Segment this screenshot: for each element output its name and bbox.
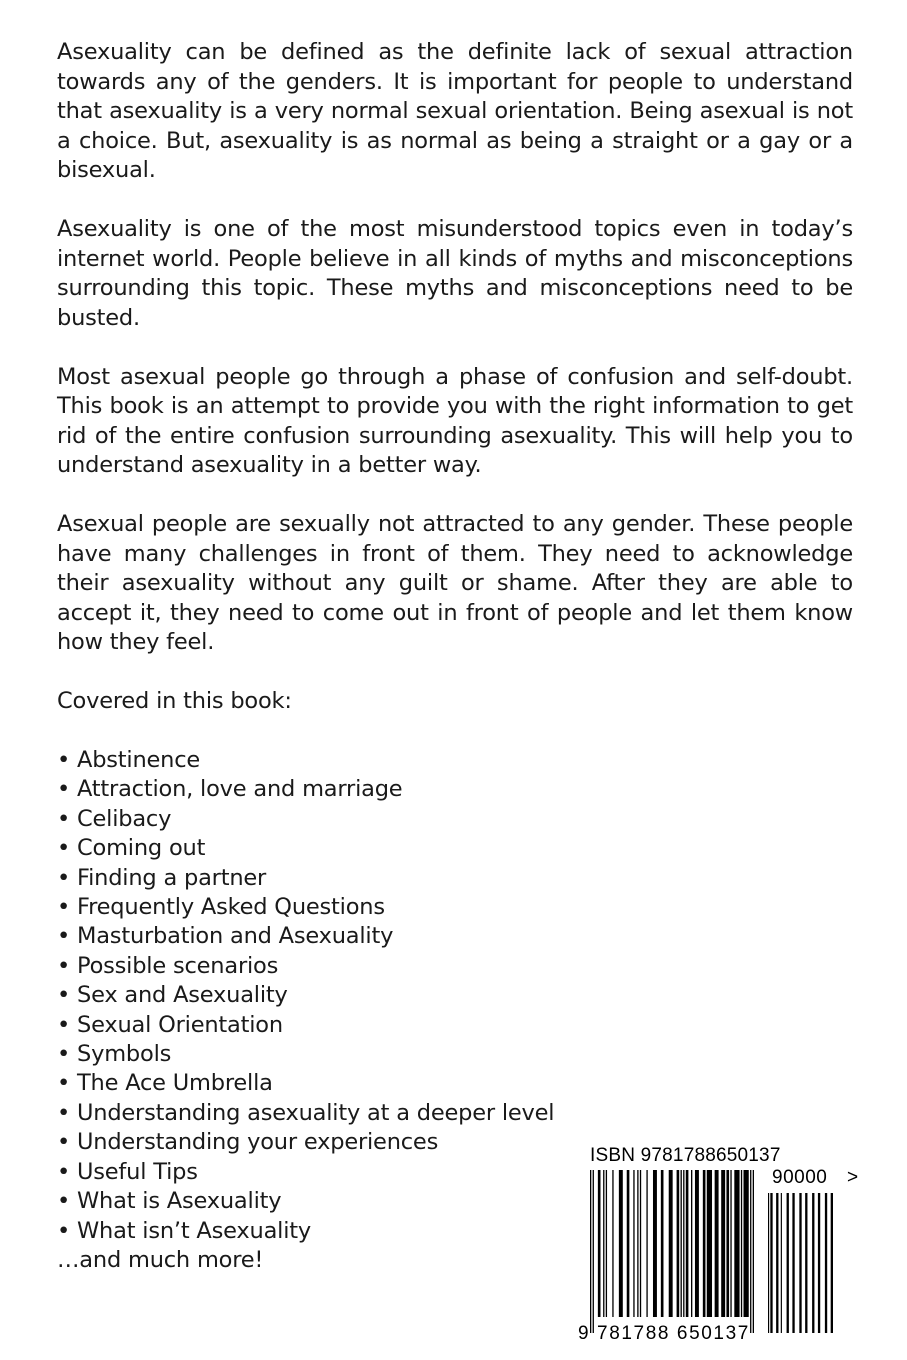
topic-label: Sexual Orientation (77, 1011, 283, 1038)
misunderstood-paragraph: Asexuality is one of the most misunderstood topics even in today’s internet world. People believe in all kinds of myths and misconceptions surrounding this topic. These myths and misconceptions need to be busted. (57, 216, 853, 331)
topic-item (57, 1099, 853, 1128)
addon-bar (818, 1193, 820, 1333)
topic-item (57, 864, 853, 893)
barcode-bar (703, 1170, 706, 1317)
bullet-icon: • (57, 1041, 71, 1068)
topic-label: Frequently Asked Questions (77, 894, 385, 921)
topic-item (57, 775, 853, 804)
addon-bar (768, 1193, 769, 1333)
barcode-bars (578, 1145, 878, 1345)
barcode-bar (603, 1170, 604, 1317)
bullet-icon: • (57, 747, 71, 773)
bullet-icon: • (57, 805, 71, 832)
barcode-bar (606, 1170, 607, 1317)
topic-label: What isn’t Asexuality (77, 1217, 311, 1244)
bullet-icon: • (57, 1070, 71, 1097)
intro-paragraph: Asexuality can be defined as the definite lack of sexual attraction towards any of the genders. It is important for people to understand that asexuality is a very normal sexual orientation. Being asexual is not a choice. But, asexuality is as normal as being a straight or a gay or a bisexual. (57, 39, 853, 183)
topic-label: Sex and Asexuality (77, 982, 288, 1009)
barcode-bar (730, 1170, 731, 1317)
barcode-bar (661, 1170, 664, 1317)
bullet-icon: • (57, 776, 71, 803)
isbn-label: ISBN 9781788650137 (590, 1145, 781, 1166)
topic-item (57, 1040, 853, 1069)
barcode-bar (646, 1170, 647, 1317)
barcode-bar (695, 1170, 699, 1317)
bullet-icon: • (57, 1129, 71, 1156)
barcode-bar (590, 1170, 591, 1333)
topic-item (57, 922, 853, 951)
bullet-icon: • (57, 982, 71, 1009)
topic-label: Abstinence (77, 747, 201, 773)
back-cover-text (57, 38, 853, 1275)
topic-label: Celibacy (77, 805, 172, 832)
barcode-bar (744, 1170, 749, 1317)
barcode-bar (677, 1170, 680, 1317)
addon-bar (792, 1193, 794, 1333)
topic-item (57, 1069, 853, 1098)
barcode-bar (619, 1170, 623, 1317)
topic-label: Useful Tips (77, 1158, 198, 1185)
topic-label: Symbols (77, 1041, 172, 1068)
addon-bar (776, 1193, 778, 1333)
topic-label: Possible scenarios (77, 952, 279, 979)
price-arrow: > (847, 1167, 859, 1188)
challenges-paragraph: Asexual people are sexually not attracted to any gender. These people have many challenges in front of them. They need to acknowledge their asexuality without any guilt or shame. After they are able to accept it, they need to come out in front of people and let them know how they feel. (57, 511, 853, 655)
barcode-bar (686, 1170, 689, 1317)
addon-bar (825, 1193, 827, 1333)
barcode-bar (741, 1170, 742, 1317)
barcode-bar (721, 1170, 725, 1317)
topic-item (57, 746, 853, 775)
barcode-digits: 9 781788 650137 (578, 1323, 750, 1344)
bullet-icon: • (57, 1158, 71, 1185)
addon-bar (812, 1193, 814, 1333)
barcode-bar (593, 1170, 594, 1333)
covered-heading: Covered in this book: (57, 688, 292, 714)
bullet-icon: • (57, 835, 71, 862)
barcode-bar (653, 1170, 657, 1317)
topic-label: The Ace Umbrella (77, 1070, 273, 1097)
barcode-bar (715, 1170, 719, 1317)
barcode-bar (640, 1170, 641, 1317)
barcode-bar (669, 1170, 673, 1317)
bullet-icon: • (57, 894, 71, 921)
barcode-bar (612, 1170, 613, 1317)
addon-bar (799, 1193, 801, 1333)
bullet-icon: • (57, 1011, 71, 1038)
and-more-text: …and much more! (57, 1246, 264, 1273)
barcode-bar (598, 1170, 601, 1317)
barcode-bar (683, 1170, 684, 1317)
bullet-icon: • (57, 923, 71, 950)
barcode-bar (734, 1170, 739, 1317)
barcode-bar (627, 1170, 630, 1317)
bullet-icon: • (57, 952, 71, 979)
addon-bar (781, 1193, 782, 1333)
topic-label: Understanding your experiences (77, 1129, 439, 1156)
isbn-barcode (578, 1145, 878, 1345)
topic-item (57, 893, 853, 922)
addon-bar (787, 1193, 789, 1333)
topic-item (57, 805, 853, 834)
topic-item (57, 834, 853, 863)
topic-label: Masturbation and Asexuality (77, 923, 394, 950)
topic-label: What is Asexuality (77, 1188, 282, 1215)
topic-item (57, 952, 853, 981)
barcode-bar (633, 1170, 634, 1317)
addon-bar (805, 1193, 807, 1333)
topic-label: Attraction, love and marriage (77, 776, 403, 803)
bullet-icon: • (57, 1188, 71, 1215)
barcode-bar (750, 1170, 751, 1333)
confusion-paragraph: Most asexual people go through a phase of confusion and self-doubt. This book is an attempt to provide you with the right information to get rid of the entire confusion surrounding asexuality. This will help you to understand asexuality in a better way. (57, 363, 853, 478)
topic-item (57, 1011, 853, 1040)
bullet-icon: • (57, 1099, 71, 1126)
topic-label: Coming out (77, 835, 206, 862)
barcode-bar (637, 1170, 638, 1317)
barcode-bar (681, 1170, 682, 1317)
addon-bar (831, 1193, 833, 1333)
barcode-bar (753, 1170, 754, 1333)
bullet-icon: • (57, 1217, 71, 1244)
topic-item (57, 981, 853, 1010)
barcode-bar (726, 1170, 729, 1317)
topic-label: Finding a partner (77, 864, 267, 891)
addon-bar (770, 1193, 772, 1333)
bullet-icon: • (57, 864, 71, 891)
barcode-bar (707, 1170, 712, 1317)
barcode-bar (691, 1170, 692, 1317)
topic-label: Understanding asexuality at a deeper level (77, 1099, 555, 1126)
price-code: 90000 (772, 1167, 828, 1188)
